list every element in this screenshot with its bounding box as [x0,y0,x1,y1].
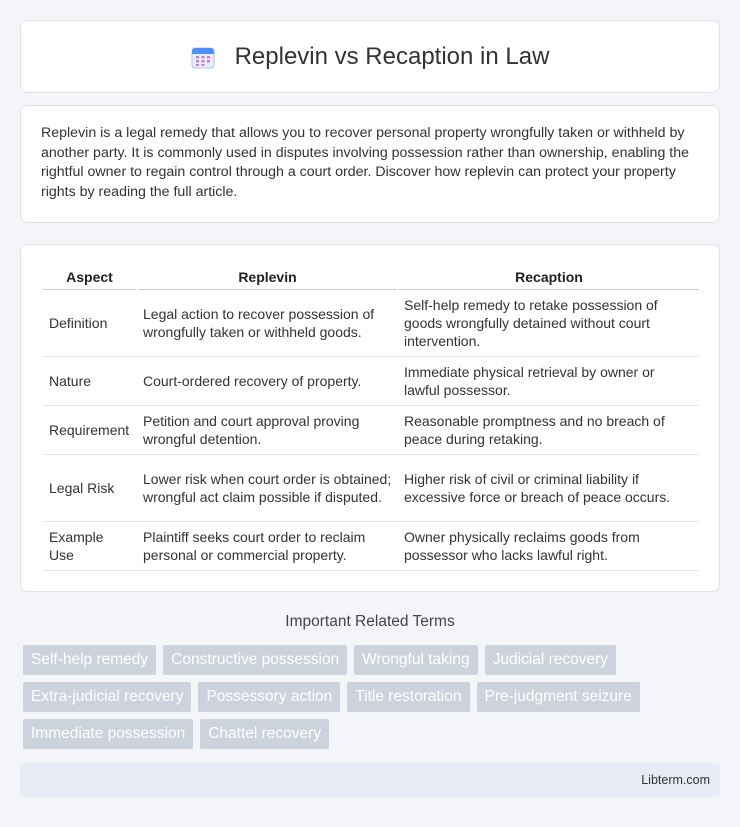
related-tag[interactable]: Extra-judicial recovery [23,682,191,712]
related-terms-list [23,645,723,749]
header-replevin: Replevin [137,265,398,290]
row-replevin: Court-ordered recovery of property. [137,357,398,406]
footer-site-link[interactable]: Libterm.com [641,773,710,787]
related-tag[interactable]: Possessory action [198,682,340,712]
table-row [43,455,699,522]
row-recaption: Reasonable promptness and no breach of peace during retaking. [398,406,699,455]
comparison-table [43,265,699,571]
row-replevin: Legal action to recover possession of wrongfully taken or withheld goods. [137,290,398,357]
related-tag[interactable]: Pre-judgment seizure [477,682,640,712]
row-replevin: Petition and court approval proving wrongful detention. [137,406,398,455]
row-aspect: Nature [43,357,137,406]
related-tag[interactable]: Chattel recovery [200,719,329,749]
table-header-row [43,265,699,290]
table-row [43,290,699,357]
intro-text: Replevin is a legal remedy that allows you to recover personal property wrongfully taken or withheld by another party. It is commonly used in disputes involving possession rather than ownership, enabling the rightful owner to regain control through a court order. Discover how replevin can protect your property rights by reading the full article. [41,125,689,200]
related-tag[interactable]: Self-help remedy [23,645,156,675]
row-replevin: Plaintiff seeks court order to reclaim personal or commercial property. [137,522,398,571]
header-recaption: Recaption [398,265,699,290]
table-row [43,357,699,406]
row-replevin: Lower risk when court order is obtained; wrongful act claim possible if disputed. [137,455,398,522]
table-row [43,406,699,455]
intro-card [20,105,720,223]
comparison-card [20,244,720,592]
related-tag[interactable]: Judicial recovery [485,645,616,675]
footer [20,763,720,797]
row-recaption: Owner physically reclaims goods from possessor who lacks lawful right. [398,522,699,571]
related-tag[interactable]: Immediate possession [23,719,193,749]
row-aspect: Legal Risk [43,455,137,522]
row-aspect: Requirement [43,406,137,455]
row-aspect: Definition [43,290,137,357]
page-title: Replevin vs Recaption in Law [234,42,550,70]
row-recaption: Immediate physical retrieval by owner or lawful possessor. [398,357,699,406]
row-aspect: Example Use [43,522,137,571]
header-aspect: Aspect [43,265,137,290]
row-recaption: Self-help remedy to retake possession of goods wrongfully detained without court intervention. [398,290,699,357]
calendar-icon [191,45,215,69]
row-recaption: Higher risk of civil or criminal liability if excessive force or breach of peace occurs. [398,455,699,522]
title-card [20,20,720,93]
related-terms-title: Important Related Terms [285,613,455,630]
related-tag[interactable]: Title restoration [347,682,469,712]
table-row [43,522,699,571]
related-tag[interactable]: Constructive possession [163,645,347,675]
related-tag[interactable]: Wrongful taking [354,645,477,675]
